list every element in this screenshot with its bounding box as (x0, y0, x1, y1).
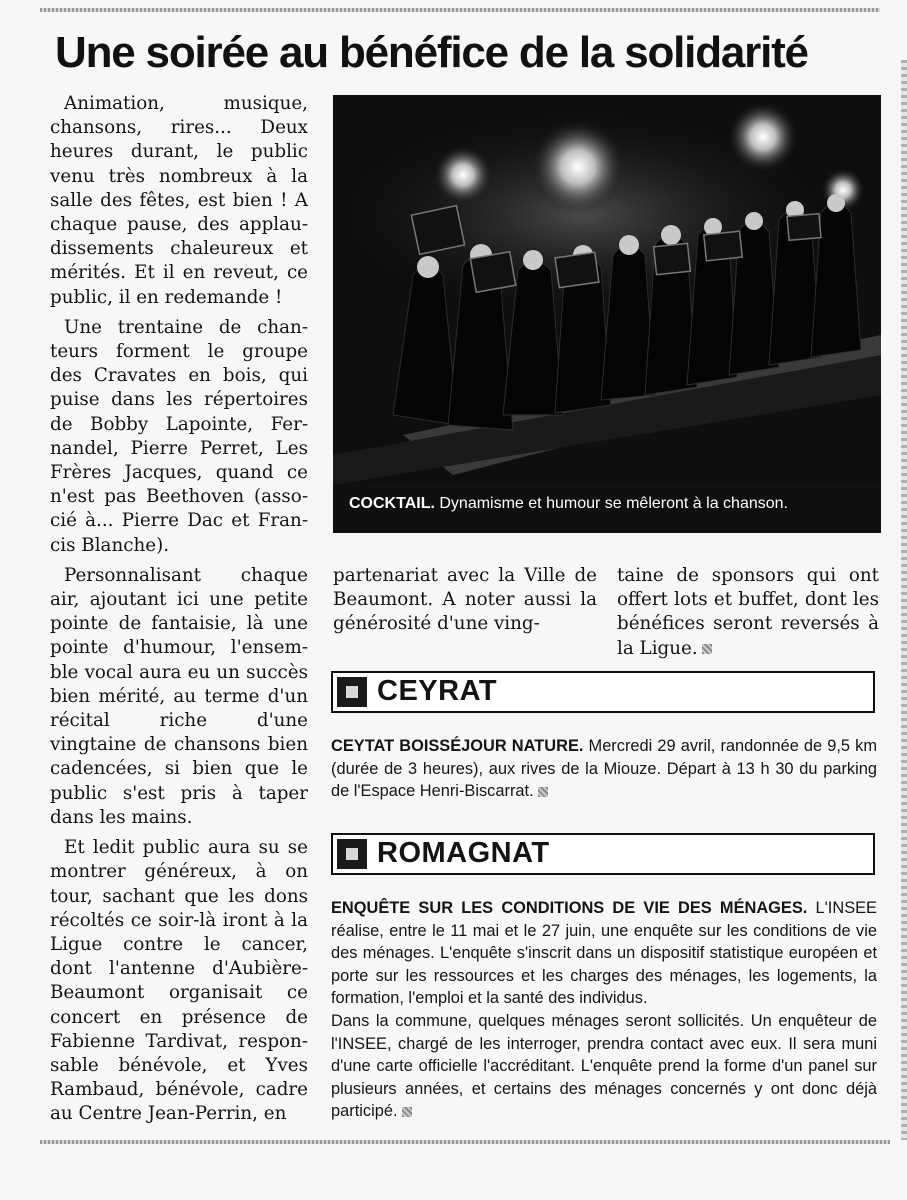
section-header-romagnat (331, 833, 875, 875)
article-left-column (50, 92, 308, 1133)
brief-ceyrat (331, 735, 877, 803)
paragraph: Animation, musique, chansons, rires... Deux heures durant, le public venu très nombreux à la salle des fêtes, est bien ! A chaque pause, des applaudissements chaleureux et mérités. Et il en reveut, ce public, il en redemande ! (50, 93, 308, 308)
end-mark-icon (538, 787, 548, 797)
caption-text: Dynamisme et humour se mêleront à la chanson. (434, 495, 788, 512)
brief-text: Dans la commune, quelques ménages seront sollicités. Un enquêteur de l'INSEE, chargé de les interroger, prendra contact avec eux. Il sera muni d'une carte officielle l'accréditant. L'enquête prend la forme d'un panel sur plusieurs années, et certains des ménages concernés y ont donc déjà participé. (331, 1011, 877, 1121)
end-mark-icon (702, 644, 712, 654)
paragraph: taine de sponsors qui ont offert lots et buffet, dont les bénéfices seront reversés à la Ligue. (617, 565, 879, 659)
brief-lead: CEYTAT BOISSÉJOUR NATURE. (331, 737, 584, 755)
brief-text: Mercredi 29 avril, randonnée de 9,5 km (durée de 3 heures), aux rives de la Miouze. Départ à 13 h 30 du parking de l'Espace Henri-Biscarrat. (331, 737, 877, 801)
paragraph: Une trentaine de chanteurs forment le groupe des Cravates en bois, qui puise dans les répertoires de Bobby Lapointe, Fernandel, Pierre Perret, Les Frères Jacques, quand ce n'est pas Beethoven (associé à... Pierre Dac et Francis Blanche). (50, 316, 308, 556)
brief-text: L'INSEE réalise, entre le 11 mai et le 27 juin, une enquête sur les conditions de vie des ménages. L'enquête s'inscrit dans un dispositif statistique européen et porte sur les ressources et les charges des ménages, les logements, la formation, l'emploi et la santé des individus. (331, 899, 877, 1008)
paragraph: Personnalisant chaque air, ajoutant ici une petite pointe de fantaisie, là une pointe d'humour, l'ensemble vocal aura eu un succès bien mérité, au terme d'un récital riche d'une vingtaine de chansons bien cadencées, si bien que le public s'est pris à taper dans les mains. (50, 564, 308, 828)
section-title: ROMAGNAT (377, 837, 550, 869)
square-bullet-icon (337, 839, 367, 869)
paragraph: Et ledit public aura su se montrer généreux, à on tour, sachant que les dons récoltés ce soir-là iront à la Ligue contre le cancer, dont l'antenne d'Aubière-Beaumont organisait ce concert en présence de Fabienne Tardivat, responsable bénévole, et Yves Rambaud, bénévole, cadre au Centre Jean-Perrin, en (50, 837, 308, 1125)
article-middle-column (333, 564, 597, 637)
end-mark-icon (402, 1107, 412, 1117)
paragraph: partenariat avec la Ville de Beaumont. A noter aussi la générosité d'une ving- (333, 565, 597, 635)
top-rule (40, 8, 880, 12)
scan-edge (901, 60, 907, 1140)
article-headline: Une soirée au bénéfice de la solidarité (55, 28, 808, 77)
photo-caption (333, 485, 881, 533)
square-bullet-icon (337, 677, 367, 707)
bottom-rule (40, 1140, 890, 1144)
article-right-column (617, 564, 879, 661)
choir-illustration (333, 95, 881, 485)
caption-lead: COCKTAIL. (349, 495, 435, 512)
brief-romagnat (331, 897, 877, 1123)
choir-photo (333, 95, 881, 533)
brief-lead: ENQUÊTE SUR LES CONDITIONS DE VIE DES MÉNAGES. (331, 899, 808, 917)
section-title: CEYRAT (377, 675, 498, 707)
section-header-ceyrat (331, 671, 875, 713)
